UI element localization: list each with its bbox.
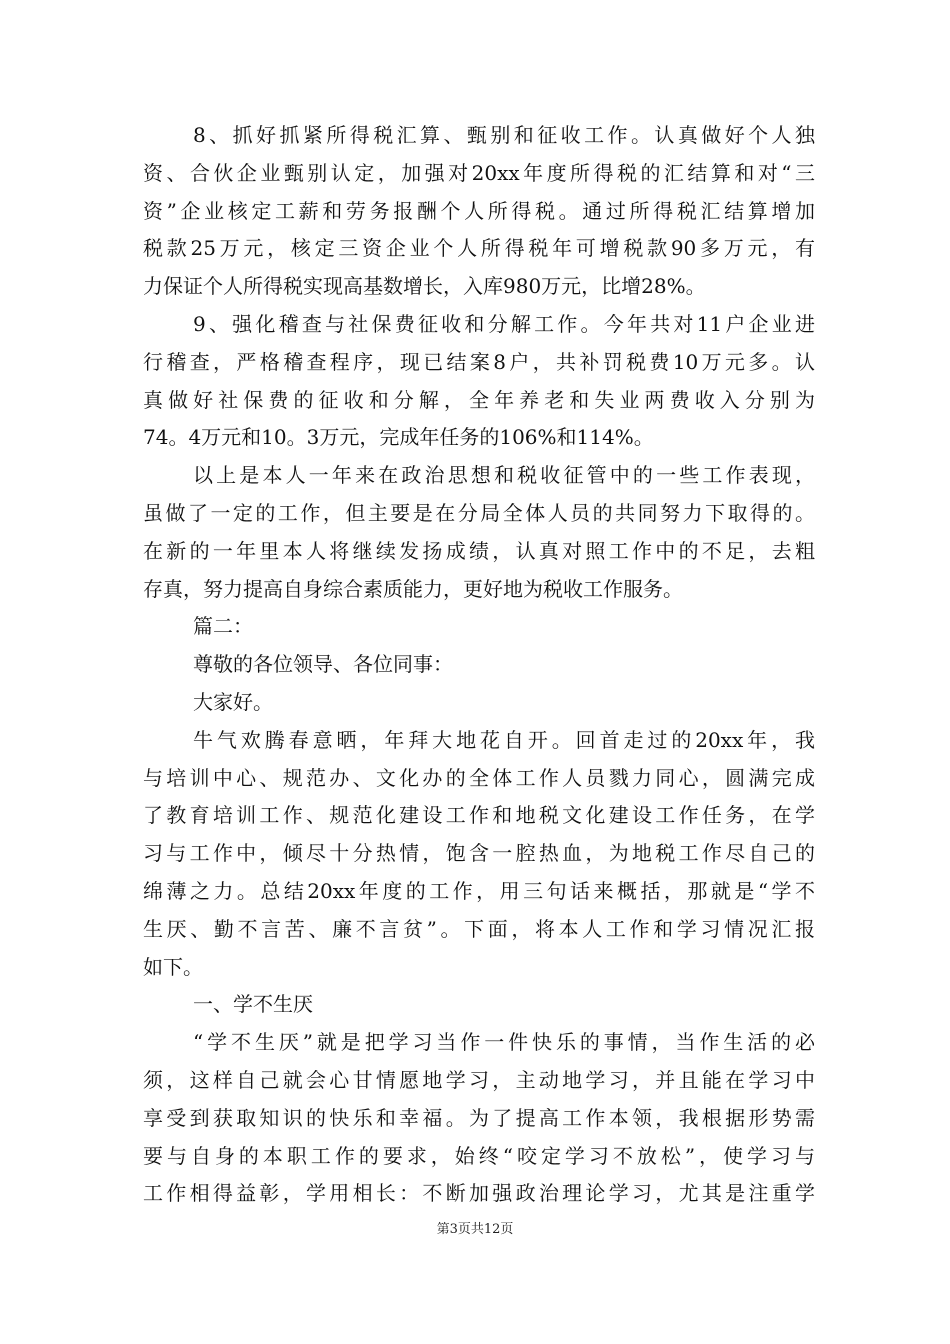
text-line: 行稽查，严格稽查程序，现已结案8户，共补罚税费10万元多。认	[143, 349, 815, 374]
document-body	[143, 117, 815, 1213]
text-line: 一、学不生厌	[193, 992, 313, 1017]
text-line: 了教育培训工作、规范化建设工作和地税文化建设工作任务，在学	[143, 803, 815, 828]
text-line: 力保证个人所得税实现高基数增长，入库980万元，比增28%。	[143, 274, 706, 299]
text-line: 与培训中心、规范办、文化办的全体工作人员戮力同心，圆满完成	[143, 765, 815, 790]
text-line: 牛气欢腾春意晒，年拜大地花自开。回首走过的20xx年，我	[193, 727, 815, 752]
text-line: 在新的一年里本人将继续发扬成绩，认真对照工作中的不足，去粗	[143, 538, 815, 563]
page-number: 第3页共12页	[436, 1222, 514, 1237]
text-line: 要与自身的本职工作的要求，始终“咬定学习不放松”，使学习与	[143, 1143, 815, 1168]
text-line: 如下。	[143, 954, 203, 979]
text-line: 存真，努力提高自身综合素质能力，更好地为税收工作服务。	[143, 576, 683, 601]
text-line: 资、合伙企业甄别认定，加强对20xx年度所得税的汇结算和对“三	[143, 160, 815, 185]
text-line: 9、强化稽查与社保费征收和分解工作。今年共对11户企业进	[193, 311, 815, 336]
text-line: 虽做了一定的工作，但主要是在分局全体人员的共同努力下取得的。	[143, 500, 815, 525]
text-line: 习与工作中，倾尽十分热情，饱含一腔热血，为地税工作尽自己的	[143, 841, 815, 866]
text-line: 篇二：	[193, 614, 253, 639]
text-line: 74。4万元和10。3万元，完成年任务的106%和114%。	[143, 425, 654, 450]
text-line: 资”企业核定工薪和劳务报酬个人所得税。通过所得税汇结算增加	[143, 198, 815, 223]
text-line: 真做好社保费的征收和分解，全年养老和失业两费收入分别为	[143, 387, 815, 412]
text-line: 工作相得益彰，学用相长：不断加强政治理论学习，尤其是注重学	[143, 1181, 815, 1206]
text-line: 绵薄之力。总结20xx年度的工作，用三句话来概括，那就是“学不	[143, 878, 815, 903]
text-line: 尊敬的各位领导、各位同事：	[193, 652, 453, 677]
text-line: 享受到获取知识的快乐和幸福。为了提高工作本领，我根据形势需	[143, 1105, 815, 1130]
text-line: “学不生厌”就是把学习当作一件快乐的事情，当作生活的必	[193, 1030, 815, 1055]
text-line: 8、抓好抓紧所得税汇算、甄别和征收工作。认真做好个人独	[193, 123, 815, 147]
text-line: 大家好。	[193, 689, 273, 714]
text-line: 生厌、勤不言苦、廉不言贫”。下面，将本人工作和学习情况汇报	[143, 916, 815, 941]
text-line: 须，这样自己就会心甘情愿地学习，主动地学习，并且能在学习中	[143, 1067, 815, 1092]
text-line: 以上是本人一年来在政治思想和税收征管中的一些工作表现，	[193, 463, 815, 488]
text-line: 税款25万元，核定三资企业个人所得税年可增税款90多万元，有	[143, 236, 815, 261]
